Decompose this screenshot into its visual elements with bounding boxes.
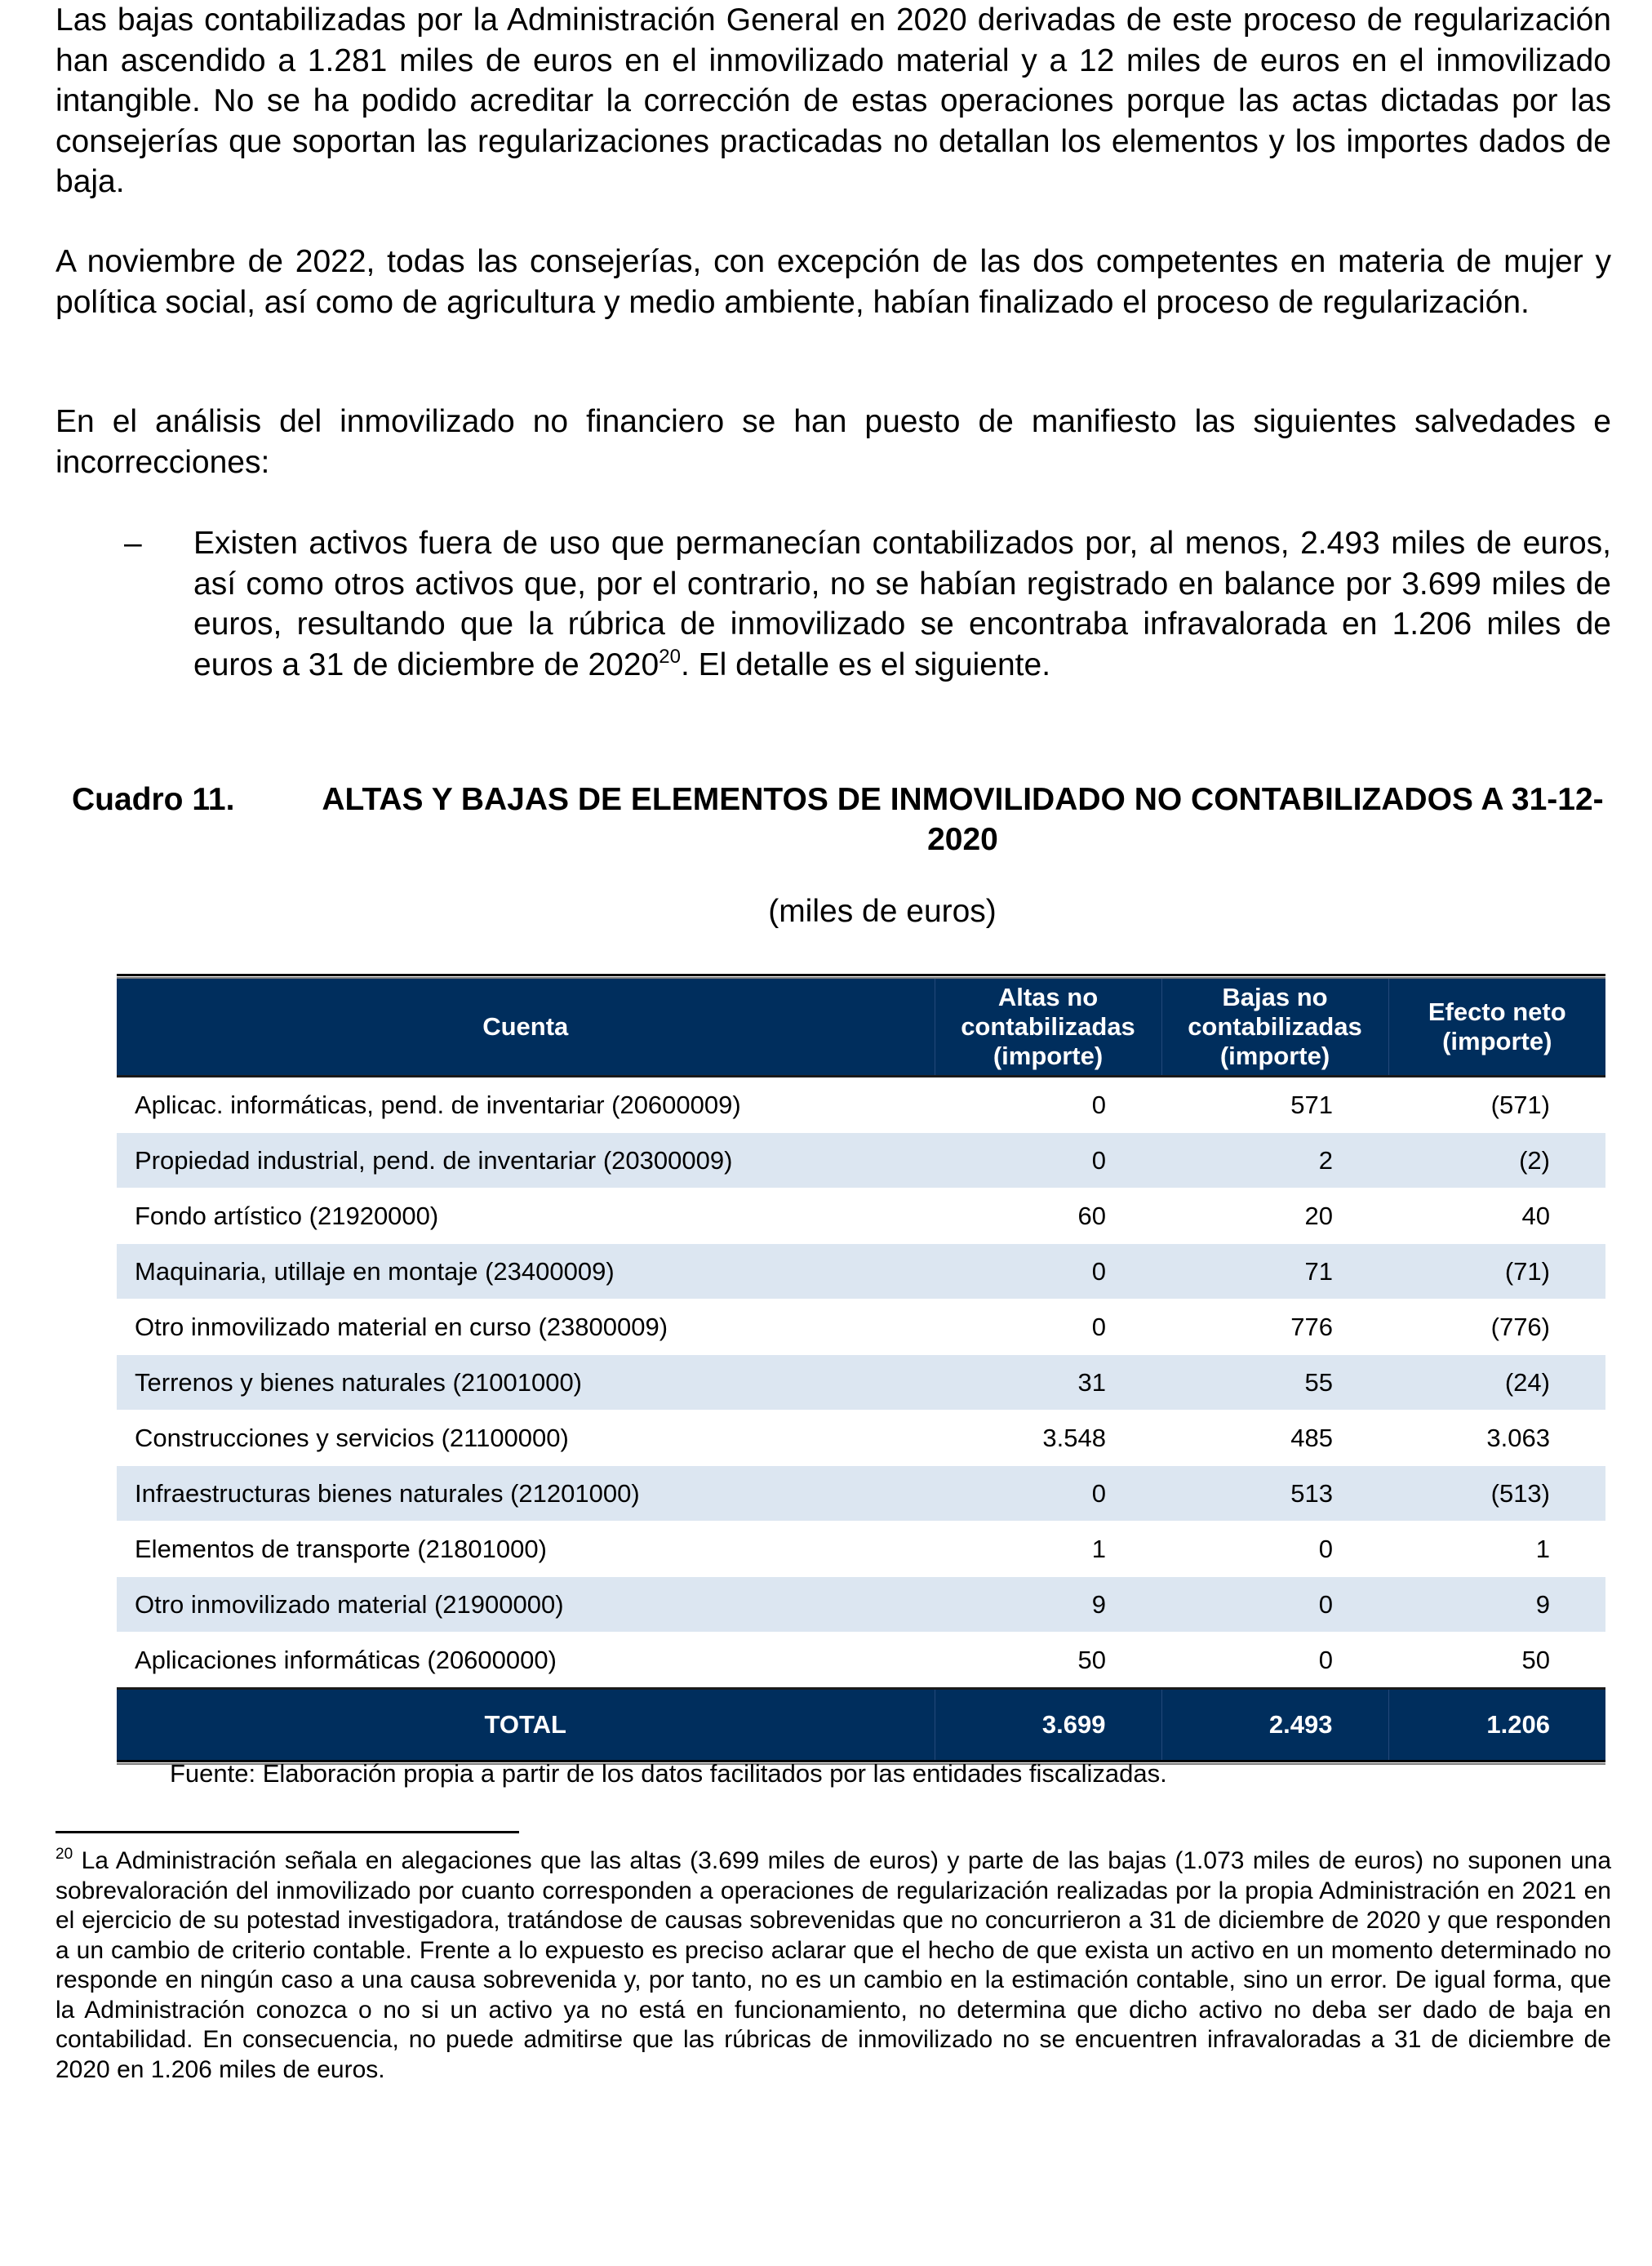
table-row xyxy=(117,1300,1605,1355)
column-header-altas: Altas no contabilizadas (importe) xyxy=(935,979,1161,1077)
table-row xyxy=(117,1355,1605,1411)
bullet-text-main: Existen activos fuera de uso que permanecían contabilizados por, al menos, 2.493 miles de euros, así como otros activos que, por el contrario, no se habían registrado en balance por 3.699 miles de euros, resultando que la rúbrica de inmovilizado se encontraba infravalorada en 1.206 miles de euros a 31 de diciembre de 2020 xyxy=(193,526,1611,682)
cell-bajas: 0 xyxy=(1161,1522,1388,1577)
cell-altas: 1 xyxy=(935,1522,1161,1577)
cell-neto: 9 xyxy=(1388,1577,1605,1633)
cell-cuenta: Aplicac. informáticas, pend. de inventariar (20600009) xyxy=(117,1077,935,1133)
paragraph-analisis-inmovilizado: En el análisis del inmovilizado no financiero se han puesto de manifiesto las siguientes salvedades e incorrecciones: xyxy=(56,404,1611,480)
table-units-label: (miles de euros) xyxy=(768,894,997,929)
cell-bajas: 571 xyxy=(1161,1077,1388,1133)
footnote-text: La Administración señala en alegaciones que las altas (3.699 miles de euros) y parte de las bajas (1.073 miles de euros) no suponen una sobrevaloración del inmovilizado por cuanto corresponden a operaciones de regularización realizadas por la propia Administración en 2021 en el ejercicio de su potestad investigadora, tratándose de causas sobrevenidas que no concurrieron a 31 de diciembre de 2020 y que responden a un cambio de criterio contable. Frente a lo expuesto es preciso aclarar que el hecho de que exista un activo en un momento determinado no responde en ningún caso a una causa sobrevenida y, por tanto, no es un cambio en la estimación contable, sino un error. De igual forma, que la Administración conozca o no si un activo ya no está en funcionamiento, no determina que dicho activo no deba ser dado de baja en contabilidad. En consecuencia, no puede admitirse que las rúbricas de inmovilizado no se encuentren infravaloradas a 31 de diciembre de 2020 en 1.206 miles de euros. xyxy=(56,1847,1611,2083)
cell-neto: (776) xyxy=(1388,1300,1605,1355)
paragraph-noviembre-2022: A noviembre de 2022, todas las consejerías, con excepción de las dos competentes en materia de mujer y política social, así como de agricultura y medio ambiente, habían finalizado el proceso de regularización. xyxy=(56,244,1611,320)
table-row xyxy=(117,1244,1605,1300)
bullet-text xyxy=(193,523,1611,685)
altas-bajas-table xyxy=(117,979,1605,1760)
cell-altas: 0 xyxy=(935,1300,1161,1355)
cell-cuenta: Infraestructuras bienes naturales (21201000) xyxy=(117,1466,935,1522)
footnote-separator xyxy=(56,1831,519,1833)
cell-cuenta: Elementos de transporte (21801000) xyxy=(117,1522,935,1577)
cell-neto: (571) xyxy=(1388,1077,1605,1133)
cell-cuenta: Maquinaria, utillaje en montaje (23400009) xyxy=(117,1244,935,1300)
cell-cuenta: Otro inmovilizado material (21900000) xyxy=(117,1577,935,1633)
cell-neto: (24) xyxy=(1388,1355,1605,1411)
table-caption-label: Cuadro 11. xyxy=(72,782,235,817)
table-container xyxy=(117,974,1605,1765)
cell-neto: 1 xyxy=(1388,1522,1605,1577)
cell-altas: 50 xyxy=(935,1633,1161,1689)
total-label: TOTAL xyxy=(117,1689,935,1761)
footnote-20 xyxy=(56,1846,1611,2085)
cell-cuenta: Aplicaciones informáticas (20600000) xyxy=(117,1633,935,1689)
cell-bajas: 776 xyxy=(1161,1300,1388,1355)
paragraph-bajas-contabilizadas: Las bajas contabilizadas por la Administración General en 2020 derivadas de este proceso de regularización han ascendido a 1.281 miles de euros en el inmovilizado material y a 12 miles de euros en el inmovilizado intangible. No se ha podido acreditar la corrección de estas operaciones porque las actas dictadas por las consejerías que soportan las regularizaciones practicadas no detallan los elementos y los importes dados de baja. xyxy=(56,2,1611,199)
total-neto: 1.206 xyxy=(1388,1689,1605,1761)
cell-neto: (2) xyxy=(1388,1133,1605,1189)
cell-cuenta: Fondo artístico (21920000) xyxy=(117,1189,935,1244)
cell-cuenta: Propiedad industrial, pend. de inventariar (20300009) xyxy=(117,1133,935,1189)
cell-cuenta: Construcciones y servicios (21100000) xyxy=(117,1411,935,1466)
column-header-bajas: Bajas no contabilizadas (importe) xyxy=(1161,979,1388,1077)
table-row xyxy=(117,1522,1605,1577)
footnote-number: 20 xyxy=(56,1846,73,1863)
table-row xyxy=(117,1411,1605,1466)
cell-bajas: 20 xyxy=(1161,1189,1388,1244)
cell-neto: 40 xyxy=(1388,1189,1605,1244)
cell-bajas: 71 xyxy=(1161,1244,1388,1300)
cell-altas: 3.548 xyxy=(935,1411,1161,1466)
table-row xyxy=(117,1577,1605,1633)
cell-neto: (71) xyxy=(1388,1244,1605,1300)
table-row xyxy=(117,1077,1605,1133)
cell-bajas: 513 xyxy=(1161,1466,1388,1522)
table-caption-title: ALTAS Y BAJAS DE ELEMENTOS DE INMOVILIDADO NO CONTABILIZADOS A 31-12-2020 xyxy=(322,782,1604,857)
cell-altas: 0 xyxy=(935,1077,1161,1133)
cell-neto: (513) xyxy=(1388,1466,1605,1522)
cell-altas: 60 xyxy=(935,1189,1161,1244)
table-source-note: Fuente: Elaboración propia a partir de los datos facilitados por las entidades fiscalizadas. xyxy=(170,1759,1167,1788)
table-units xyxy=(56,894,1611,930)
bullet-text-end: . El detalle es el siguiente. xyxy=(680,646,1051,682)
cell-cuenta: Terrenos y bienes naturales (21001000) xyxy=(117,1355,935,1411)
cell-neto: 3.063 xyxy=(1388,1411,1605,1466)
cell-bajas: 0 xyxy=(1161,1577,1388,1633)
cell-neto: 50 xyxy=(1388,1633,1605,1689)
table-row xyxy=(117,1466,1605,1522)
cell-altas: 31 xyxy=(935,1355,1161,1411)
table-row xyxy=(117,1633,1605,1689)
cell-bajas: 485 xyxy=(1161,1411,1388,1466)
cell-bajas: 55 xyxy=(1161,1355,1388,1411)
total-altas: 3.699 xyxy=(935,1689,1161,1761)
footnote-reference-link[interactable]: 20 xyxy=(659,645,681,668)
column-header-efecto-neto: Efecto neto (importe) xyxy=(1388,979,1605,1077)
cell-bajas: 2 xyxy=(1161,1133,1388,1189)
cell-bajas: 0 xyxy=(1161,1633,1388,1689)
cell-altas: 0 xyxy=(935,1133,1161,1189)
table-row xyxy=(117,1189,1605,1244)
cell-cuenta: Otro inmovilizado material en curso (23800009) xyxy=(117,1300,935,1355)
cell-altas: 9 xyxy=(935,1577,1161,1633)
cell-altas: 0 xyxy=(935,1244,1161,1300)
table-total-row xyxy=(117,1689,1605,1761)
cell-altas: 0 xyxy=(935,1466,1161,1522)
table-row xyxy=(117,1133,1605,1189)
dash-bullet-icon: – xyxy=(124,526,142,561)
column-header-cuenta: Cuenta xyxy=(117,979,935,1077)
table-header-row xyxy=(117,979,1605,1077)
total-bajas: 2.493 xyxy=(1161,1689,1388,1761)
